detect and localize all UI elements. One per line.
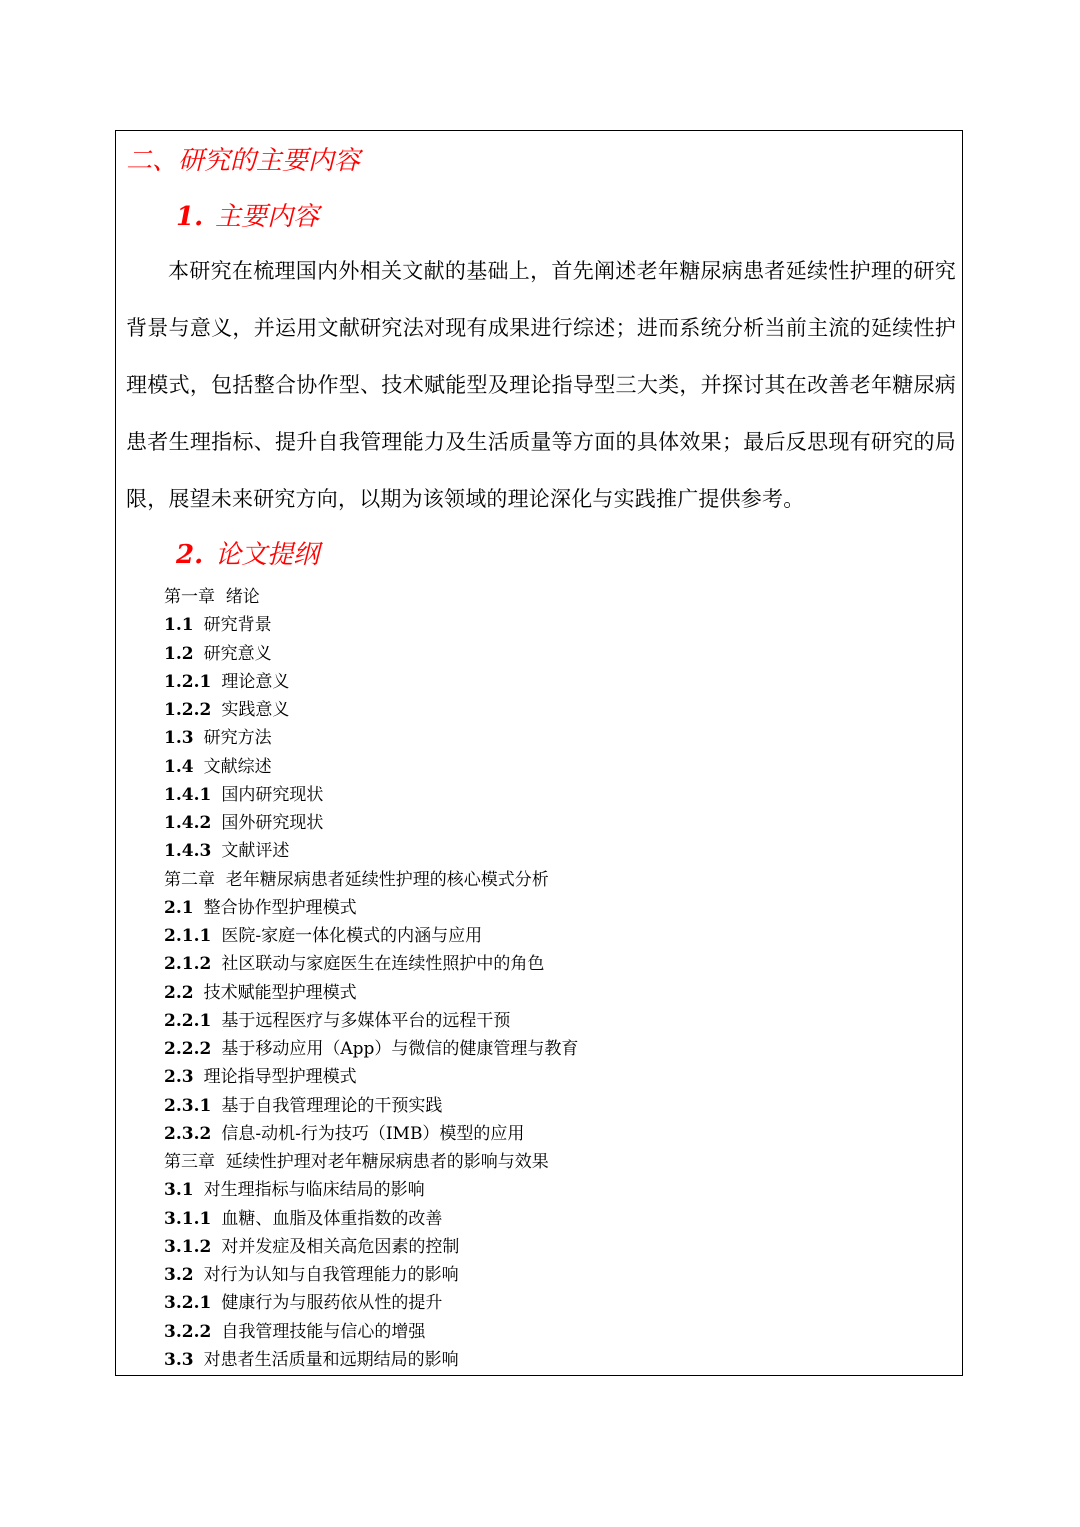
outline-item-text: 对并发症及相关高危因素的控制 bbox=[221, 1236, 460, 1257]
outline-item-number: 2.1.2 bbox=[164, 954, 212, 975]
outline-item-text: 血糖、血脂及体重指数的改善 bbox=[221, 1208, 443, 1229]
outline-item-text: 理论指导型护理模式 bbox=[203, 1067, 357, 1088]
outline-item-text: 自我管理技能与信心的增强 bbox=[221, 1321, 426, 1342]
outline-item-number: 2.2.2 bbox=[164, 1039, 212, 1059]
outline-item-text: 文献综述 bbox=[203, 756, 272, 777]
outline-item bbox=[164, 866, 578, 894]
outline-item bbox=[164, 640, 578, 668]
outline-item-number: 3.1 bbox=[164, 1180, 194, 1201]
outline-item-number: 3.2.1 bbox=[164, 1293, 212, 1314]
outline-item-number: 3.3 bbox=[164, 1349, 194, 1370]
outline-item-number: 1.2 bbox=[164, 643, 194, 664]
outline-item-number: 1.4.1 bbox=[164, 784, 212, 805]
outline-item-text: 第二章 老年糖尿病患者延续性护理的核心模式分析 bbox=[164, 869, 549, 890]
subsection-title: 主要内容 bbox=[215, 202, 320, 232]
outline-item-number: 2.3.2 bbox=[164, 1123, 212, 1144]
outline-item-text: 第三章 延续性护理对老年糖尿病患者的影响与效果 bbox=[164, 1152, 549, 1172]
outline-item-text: 技术赋能型护理模式 bbox=[203, 982, 357, 1003]
outline-item bbox=[164, 894, 578, 922]
outline-item bbox=[164, 781, 578, 809]
subsection-main-content bbox=[176, 201, 319, 233]
outline-item bbox=[164, 837, 578, 865]
outline-item-text: 对生理指标与临床结局的影响 bbox=[203, 1180, 425, 1201]
outline-item bbox=[164, 611, 578, 639]
outline-item bbox=[164, 1205, 578, 1233]
thesis-outline bbox=[164, 583, 578, 1374]
outline-item-text: 社区联动与家庭医生在连续性照护中的角色 bbox=[221, 954, 545, 975]
outline-item-text: 文献评述 bbox=[221, 841, 290, 862]
outline-item bbox=[164, 950, 578, 978]
outline-item bbox=[164, 724, 578, 752]
outline-item-number: 3.2.2 bbox=[164, 1321, 212, 1342]
outline-item bbox=[164, 1148, 578, 1176]
outline-item-number: 2.2.1 bbox=[164, 1010, 212, 1031]
outline-item-text: 研究意义 bbox=[203, 643, 272, 664]
outline-item-number: 1.4 bbox=[164, 756, 194, 777]
outline-item-number: 1.2.1 bbox=[164, 671, 212, 692]
outline-item-number: 1.1 bbox=[164, 615, 194, 636]
outline-item-text: 国内研究现状 bbox=[221, 784, 324, 805]
outline-item bbox=[164, 1035, 578, 1063]
outline-item bbox=[164, 1007, 578, 1035]
outline-item bbox=[164, 753, 578, 781]
outline-item-text: 实践意义 bbox=[221, 700, 290, 720]
outline-item bbox=[164, 1092, 578, 1120]
outline-item-number: 1.3 bbox=[164, 728, 194, 749]
outline-item-number: 2.1 bbox=[164, 897, 194, 918]
outline-item-number: 3.2 bbox=[164, 1265, 194, 1285]
outline-item bbox=[164, 1120, 578, 1148]
outline-item bbox=[164, 809, 578, 837]
outline-item-text: 国外研究现状 bbox=[221, 813, 324, 833]
outline-item-number: 3.1.2 bbox=[164, 1236, 212, 1257]
subsection-number: 1. bbox=[176, 202, 204, 232]
outline-item-text: 第一章 绪论 bbox=[164, 587, 260, 607]
outline-item-text: 对行为认知与自我管理能力的影响 bbox=[203, 1265, 459, 1285]
subsection-title: 论文提纲 bbox=[215, 540, 320, 570]
outline-item-text: 研究背景 bbox=[203, 615, 272, 636]
outline-item bbox=[164, 583, 578, 611]
outline-item-text: 整合协作型护理模式 bbox=[203, 897, 357, 918]
outline-item-number: 1.4.2 bbox=[164, 813, 212, 833]
outline-item bbox=[164, 1063, 578, 1091]
outline-item-text: 医院-家庭一体化模式的内涵与应用 bbox=[221, 926, 483, 946]
main-content-paragraph: 本研究在梳理国内外相关文献的基础上，首先阐述老年糖尿病患者延续性护理的研究背景与意义，并运用文献研究法对现有成果进行综述；进而系统分析当前主流的延续性护理模式，包括整合协作型、技术赋能型及理论指导型三大类，并探讨其在改善老年糖尿病患者生理指标、提升自我管理能力及生活质量等方面的具体效果；最后反思现有研究的局限，展望未来研究方向，以期为该领域的理论深化与实践推广提供参考。 bbox=[126, 259, 956, 511]
subsection-outline bbox=[176, 539, 319, 571]
outline-item-number: 2.2 bbox=[164, 982, 194, 1003]
outline-item bbox=[164, 1261, 578, 1289]
outline-item-number: 2.1.1 bbox=[164, 926, 212, 946]
outline-item-text: 基于自我管理理论的干预实践 bbox=[221, 1095, 443, 1116]
outline-item-text: 研究方法 bbox=[203, 728, 272, 749]
outline-item-number: 2.3 bbox=[164, 1067, 194, 1088]
outline-item-number: 1.4.3 bbox=[164, 841, 212, 862]
outline-item-number: 3.1.1 bbox=[164, 1208, 212, 1229]
outline-item-text: 对患者生活质量和远期结局的影响 bbox=[203, 1349, 459, 1370]
outline-item-text: 基于远程医疗与多媒体平台的远程干预 bbox=[221, 1010, 511, 1031]
outline-item bbox=[164, 979, 578, 1007]
outline-item bbox=[164, 1176, 578, 1204]
outline-item-number: 2.3.1 bbox=[164, 1095, 212, 1116]
outline-item-number: 1.2.2 bbox=[164, 700, 212, 720]
outline-item bbox=[164, 1318, 578, 1346]
section-title: 二、研究的主要内容 bbox=[126, 146, 361, 176]
outline-item-text: 健康行为与服药依从性的提升 bbox=[221, 1293, 443, 1314]
outline-item bbox=[164, 1233, 578, 1261]
outline-item-text: 信息-动机-行为技巧（IMB）模型的应用 bbox=[221, 1123, 525, 1144]
outline-item bbox=[164, 1346, 578, 1374]
outline-item bbox=[164, 668, 578, 696]
outline-item bbox=[164, 696, 578, 724]
content-frame bbox=[115, 130, 963, 1376]
outline-item-text: 理论意义 bbox=[221, 671, 290, 692]
outline-item bbox=[164, 922, 578, 950]
outline-item bbox=[164, 1289, 578, 1317]
subsection-number: 2. bbox=[176, 540, 204, 570]
outline-item-text: 基于移动应用（App）与微信的健康管理与教育 bbox=[221, 1039, 579, 1059]
